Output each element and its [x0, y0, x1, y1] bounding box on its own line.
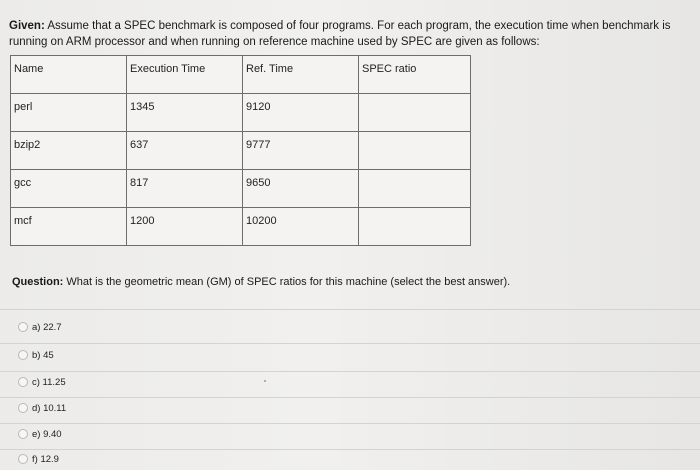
- table-row: [11, 132, 471, 170]
- answer-option-c[interactable]: [18, 375, 66, 389]
- given-text: Assume that a SPEC benchmark is composed of four programs. For each program, the execution time when benchmark is running on ARM processor and when running on reference machine used by SPEC are given as follows:: [9, 20, 671, 48]
- cell-spec-ratio: [359, 170, 471, 208]
- cell-ref-time: 10200: [243, 208, 359, 246]
- cell-execution-time: 817: [127, 170, 243, 208]
- cursor-dot: [264, 380, 266, 382]
- radio-button-icon[interactable]: [18, 403, 28, 413]
- header-spec-ratio: SPEC ratio: [359, 56, 471, 94]
- table-header-row: [11, 56, 471, 94]
- cell-ref-time: 9120: [243, 94, 359, 132]
- cell-execution-time: 1345: [127, 94, 243, 132]
- table-row: [11, 170, 471, 208]
- answer-option-b[interactable]: [18, 348, 54, 362]
- cell-execution-time: 1200: [127, 208, 243, 246]
- radio-button-icon[interactable]: [18, 429, 28, 439]
- cell-spec-ratio: [359, 94, 471, 132]
- cell-spec-ratio: [359, 132, 471, 170]
- header-execution-time: Execution Time: [127, 56, 243, 94]
- answer-option-e[interactable]: [18, 427, 62, 441]
- radio-button-icon[interactable]: [18, 454, 28, 464]
- table-row: [11, 208, 471, 246]
- divider: [0, 343, 700, 344]
- divider: [0, 423, 700, 424]
- radio-button-icon[interactable]: [18, 377, 28, 387]
- answer-option-label: e) 9.40: [32, 428, 62, 440]
- question-label: Question:: [12, 276, 64, 288]
- answer-option-label: c) 11.25: [32, 376, 66, 388]
- cell-name: perl: [11, 94, 127, 132]
- header-ref-time: Ref. Time: [243, 56, 359, 94]
- divider: [0, 397, 700, 398]
- answer-option-label: a) 22.7: [32, 321, 62, 333]
- cell-spec-ratio: [359, 208, 471, 246]
- cell-name: mcf: [11, 208, 127, 246]
- divider: [0, 371, 700, 372]
- cell-ref-time: 9777: [243, 132, 359, 170]
- answer-option-a[interactable]: [18, 320, 62, 334]
- divider: [0, 449, 700, 450]
- divider: [0, 309, 700, 310]
- table-row: [11, 94, 471, 132]
- answer-option-label: d) 10.11: [32, 402, 67, 414]
- given-paragraph: [9, 18, 699, 50]
- cell-ref-time: 9650: [243, 170, 359, 208]
- given-label: Given:: [9, 20, 45, 32]
- answer-option-label: b) 45: [32, 349, 54, 361]
- radio-button-icon[interactable]: [18, 350, 28, 360]
- answer-option-f[interactable]: [18, 452, 59, 466]
- question-text: What is the geometric mean (GM) of SPEC ratios for this machine (select the best answer).: [63, 276, 511, 288]
- header-name: Name: [11, 56, 127, 94]
- cell-name: gcc: [11, 170, 127, 208]
- answer-option-label: f) 12.9: [32, 453, 59, 465]
- answer-option-d[interactable]: [18, 401, 66, 415]
- cell-name: bzip2: [11, 132, 127, 170]
- spec-table: [10, 55, 471, 246]
- radio-button-icon[interactable]: [18, 322, 28, 332]
- cell-execution-time: 637: [127, 132, 243, 170]
- question-paragraph: [12, 276, 510, 288]
